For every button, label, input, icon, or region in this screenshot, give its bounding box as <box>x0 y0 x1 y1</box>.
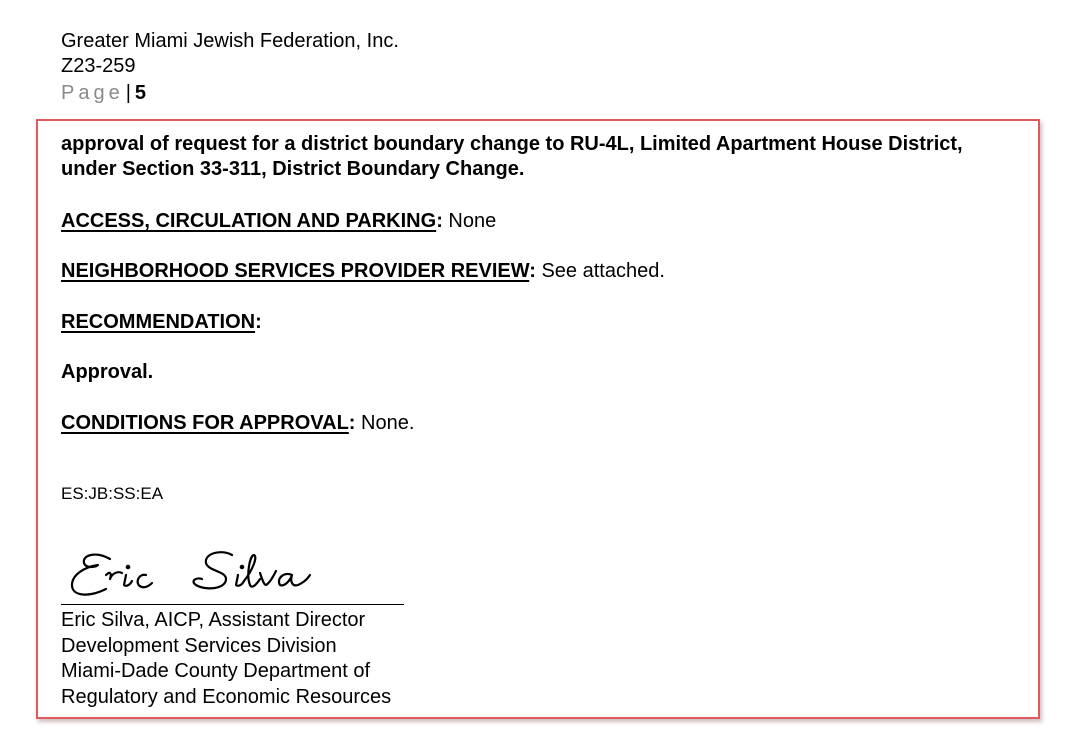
organization-name: Greater Miami Jewish Federation, Inc. <box>61 30 399 52</box>
section-conditions-for-approval: CONDITIONS FOR APPROVAL: None. <box>61 412 415 434</box>
section-value: None <box>448 210 497 232</box>
page-separator: | <box>125 82 131 104</box>
page-label: Page <box>61 82 124 104</box>
signer-department-line1: Miami-Dade County Department of <box>61 660 371 682</box>
section-value: See attached. <box>541 260 665 282</box>
signer-name-title: Eric Silva, AICP, Assistant Director <box>61 609 366 631</box>
page-header <box>61 29 399 106</box>
section-value: None. <box>361 412 415 434</box>
section-access-circulation-parking: ACCESS, CIRCULATION AND PARKING: None <box>61 210 497 232</box>
handwritten-signature <box>66 545 346 605</box>
signer-department-line2: Regulatory and Economic Resources <box>61 685 392 708</box>
intro-paragraph: approval of request for a district boundary change to RU-4L, Limited Apartment House District, under Section 33-311, District Boundary Change. <box>61 133 963 180</box>
section-neighborhood-services: NEIGHBORHOOD SERVICES PROVIDER REVIEW: See attached. <box>61 260 665 282</box>
signature-line <box>61 604 404 605</box>
document-body <box>61 132 1021 503</box>
page-number: 5 <box>134 82 147 104</box>
signer-block <box>61 608 391 710</box>
section-heading: NEIGHBORHOOD SERVICES PROVIDER REVIEW <box>61 260 530 282</box>
case-number: Z23-259 <box>61 55 136 77</box>
signer-division: Development Services Division <box>61 634 337 657</box>
section-heading: CONDITIONS FOR APPROVAL <box>61 412 349 434</box>
section-heading: RECOMMENDATION <box>61 311 256 333</box>
section-heading: ACCESS, CIRCULATION AND PARKING <box>61 210 437 232</box>
section-recommendation: RECOMMENDATION: <box>61 311 262 333</box>
recommendation-text: Approval. <box>61 361 154 383</box>
page-indicator <box>61 81 399 106</box>
staff-initials: ES:JB:SS:EA <box>61 484 164 503</box>
